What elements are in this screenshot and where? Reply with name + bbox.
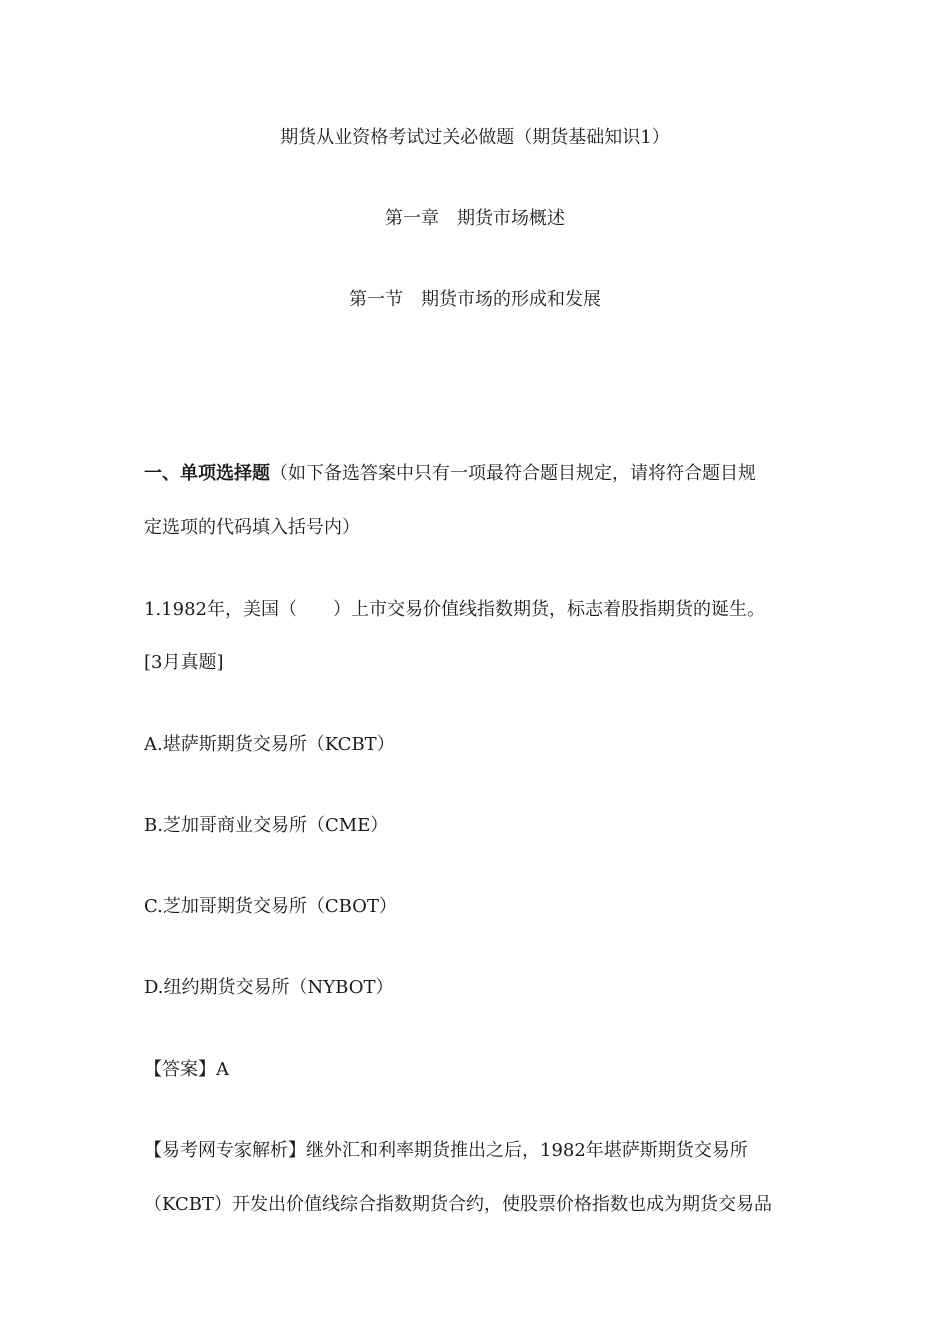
option-c: C.芝加哥期货交易所（CBOT）	[144, 896, 397, 917]
part-heading	[144, 461, 814, 487]
question-source-tag: [3月真题]	[144, 652, 224, 673]
option-d: D.纽约期货交易所（NYBOT）	[144, 977, 394, 998]
part-heading-label: 一、单项选择题	[144, 463, 270, 484]
answer: 【答案】A	[144, 1059, 229, 1080]
analysis-line-1: 【易考网专家解析】继外汇和利率期货推出之后，1982年堪萨斯期货交易所	[144, 1140, 748, 1161]
analysis-line-2: （KCBT）开发出价值线综合指数期货合约，使股票价格指数也成为期货交易品	[144, 1194, 772, 1215]
option-a: A.堪萨斯期货交易所（KCBT）	[144, 734, 395, 755]
part-heading-instruction: （如下备选答案中只有一项最符合题目规定，请将符合题目规	[270, 463, 756, 484]
section-heading: 第一节 期货市场的形成和发展	[349, 289, 601, 310]
part-heading-instruction-continued: 定选项的代码填入括号内）	[144, 517, 360, 538]
chapter-heading: 第一章 期货市场概述	[385, 208, 565, 229]
option-b: B.芝加哥商业交易所（CME）	[144, 815, 389, 836]
document-title: 期货从业资格考试过关必做题（期货基础知识1）	[280, 127, 670, 148]
question-stem: 1.1982年，美国（ ）上市交易价值线指数期货，标志着股指期货的诞生。	[144, 599, 765, 620]
